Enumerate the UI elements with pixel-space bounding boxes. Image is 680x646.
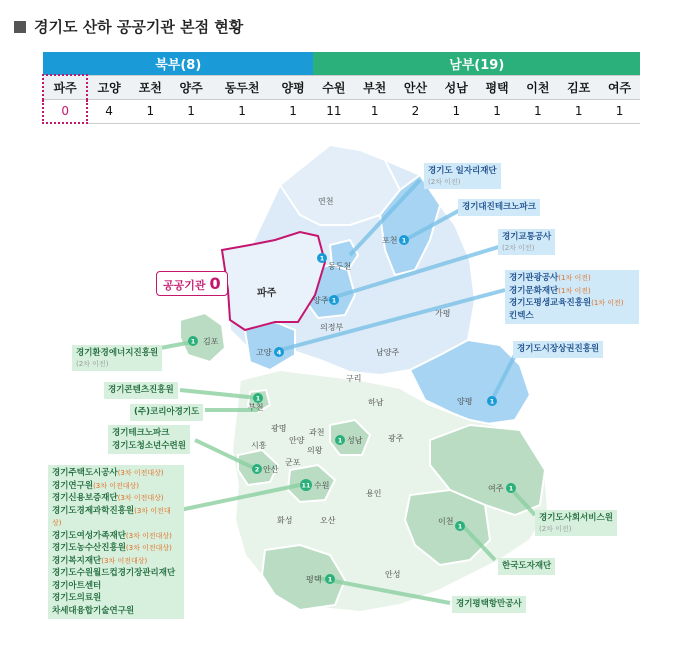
city-count: 1 — [558, 99, 599, 123]
city-count: 1 — [477, 99, 518, 123]
marker-seongnam — [335, 435, 345, 445]
place-siheung: 시흥 — [251, 441, 267, 450]
marker-dongducheon — [317, 253, 327, 263]
city-header: 이천 — [517, 75, 558, 99]
city-header: 파주 — [43, 75, 87, 99]
marker-yeoju — [506, 483, 516, 493]
place-anyang: 안양 — [289, 436, 305, 445]
label-market-agency: 경기도시장상권진흥원 — [513, 341, 603, 358]
place-guri: 구리 — [346, 374, 362, 383]
callout-label: 공공기관 — [163, 279, 206, 292]
place-namyangju: 남양주 — [376, 348, 400, 357]
place-gwangmyeong: 광명 — [271, 424, 287, 433]
svg-text:1: 1 — [489, 397, 495, 406]
svg-text:1: 1 — [331, 296, 337, 305]
svg-text:1: 1 — [457, 522, 463, 531]
place-dongducheon: 동두천 — [328, 262, 352, 271]
city-count: 1 — [171, 99, 212, 123]
place-gimpo: 김포 — [203, 337, 219, 346]
svg-text:4: 4 — [276, 348, 282, 357]
suwon-institution: 경기도여성가족재단(3차 이전대상) — [52, 530, 172, 541]
place-uijeongbu: 의정부 — [320, 323, 344, 332]
place-uiwang: 의왕 — [307, 446, 323, 455]
place-yangpyeong: 양평 — [457, 397, 473, 406]
city-count: 1 — [130, 99, 171, 123]
label-korea-gyeonggi: (주)코리아경기도 — [130, 404, 203, 421]
svg-text:1: 1 — [255, 394, 261, 403]
place-pocheon: 포천 — [382, 236, 398, 245]
city-header: 안산 — [395, 75, 436, 99]
label-energy-agency: 경기환경에너지진흥원 (2차 이전) — [72, 345, 162, 371]
label-social-service: 경기도사회서비스원 (2차 이전) — [535, 510, 617, 536]
suwon-institution: 경기도수원월드컵경기장관리재단 — [52, 568, 176, 578]
label-tourism-group: 경기관광공사(1차 이전) 경기문화재단(1차 이전) 경기도평생교육진흥원(1차 이전) 킨텍스 — [505, 270, 639, 324]
city-count: 1 — [354, 99, 395, 123]
suwon-institution: 경기연구원(3차 이전대상) — [52, 480, 140, 491]
city-header: 양주 — [171, 75, 212, 99]
svg-text:1: 1 — [508, 484, 514, 493]
place-ansan: 안산 — [263, 465, 279, 474]
city-header: 여주 — [599, 75, 640, 99]
city-count: 1 — [273, 99, 314, 123]
city-header: 고양 — [87, 75, 130, 99]
place-yeoju: 여주 — [488, 484, 504, 493]
label-port-corp: 경기평택항만공사 — [452, 596, 526, 613]
svg-text:11: 11 — [301, 481, 311, 490]
svg-text:1: 1 — [337, 436, 343, 445]
city-count: 1 — [599, 99, 640, 123]
suwon-institution: 경기도의료원 — [52, 593, 102, 603]
svg-text:1: 1 — [319, 254, 325, 263]
city-header: 성남 — [436, 75, 477, 99]
place-pyeongtaek: 평택 — [306, 575, 322, 584]
suwon-institution: 경기복지재단(3차 이전대상) — [52, 555, 148, 566]
place-seongnam: 성남 — [347, 436, 363, 445]
marker-ansan — [252, 464, 262, 474]
city-count: 0 — [43, 99, 87, 123]
paju-institution-callout — [156, 271, 228, 296]
suwon-institution: 경기주택도시공사(3차 이전대상) — [52, 468, 164, 478]
marker-pyeongtaek — [325, 574, 335, 584]
city-count: 1 — [211, 99, 272, 123]
city-count: 2 — [395, 99, 436, 123]
suwon-institution: 경기도경제과학진흥원(3차 이전대상) — [52, 505, 171, 527]
suwon-institution: 차세대융합기술연구원 — [52, 605, 135, 616]
place-hanam: 하남 — [368, 398, 384, 407]
city-count: 11 — [313, 99, 354, 123]
city-header: 평택 — [477, 75, 518, 99]
place-gunpo: 군포 — [285, 458, 301, 467]
label-daejin-technopark: 경기대진테크노파크 — [458, 199, 540, 216]
label-jobs-foundation: 경기도 일자리재단 (2차 이전) — [424, 163, 501, 189]
place-osan: 오산 — [320, 516, 336, 525]
marker-icheon — [455, 521, 465, 531]
label-transport-corp: 경기교통공사 (2차 이전) — [498, 229, 555, 255]
city-header: 김포 — [558, 75, 599, 99]
marker-gimpo — [188, 336, 198, 346]
city-header: 부천 — [354, 75, 395, 99]
marker-yangju — [329, 295, 339, 305]
north-region-header: 북부(8) — [43, 52, 313, 75]
suwon-institution: 경기아트센터 — [52, 580, 102, 591]
city-header: 양평 — [273, 75, 314, 99]
svg-text:1: 1 — [190, 337, 196, 346]
city-count: 4 — [87, 99, 130, 123]
place-suwon: 수원 — [314, 481, 330, 490]
city-header: 포천 — [130, 75, 171, 99]
svg-text:2: 2 — [254, 465, 260, 474]
label-content-agency: 경기콘텐츠진흥원 — [104, 382, 178, 399]
city-header: 수원 — [313, 75, 354, 99]
place-gapyeong: 가평 — [435, 309, 451, 318]
marker-bucheon — [253, 393, 263, 403]
place-yeoncheon: 연천 — [318, 197, 334, 206]
city-count: 1 — [517, 99, 558, 123]
suwon-institution: 경기신용보증재단(3차 이전대상) — [52, 493, 164, 503]
marker-pocheon — [399, 235, 409, 245]
place-goyang: 고양 — [256, 348, 272, 357]
marker-suwon — [300, 479, 312, 491]
place-yongin: 용인 — [366, 489, 382, 498]
place-icheon: 이천 — [438, 517, 454, 526]
svg-text:1: 1 — [327, 575, 333, 584]
city-count: 1 — [436, 99, 477, 123]
marker-goyang — [274, 347, 284, 357]
label-technopark-group: 경기테크노파크 경기도청소년수련원 — [108, 425, 190, 454]
place-gwangju: 광주 — [388, 434, 404, 443]
title-text: 경기도 산하 공공기관 본점 현황 — [34, 18, 244, 36]
label-suwon-group — [48, 465, 184, 619]
place-anseong: 안성 — [385, 570, 401, 579]
place-hwaseong: 화성 — [277, 516, 293, 525]
south-region-header: 남부(19) — [313, 52, 640, 75]
place-yangju: 양주 — [313, 296, 329, 305]
place-gwacheon: 과천 — [309, 428, 325, 437]
svg-text:1: 1 — [401, 236, 407, 245]
city-header: 동두천 — [211, 75, 272, 99]
place-paju: 파주 — [257, 288, 277, 299]
marker-yangpyeong — [487, 396, 497, 406]
suwon-institution: 경기도농수산진흥원(3차 이전대상) — [52, 543, 172, 553]
callout-value: 0 — [209, 274, 221, 293]
label-ceramic-foundation: 한국도자재단 — [498, 558, 555, 575]
place-bucheon: 부천 — [248, 403, 264, 412]
